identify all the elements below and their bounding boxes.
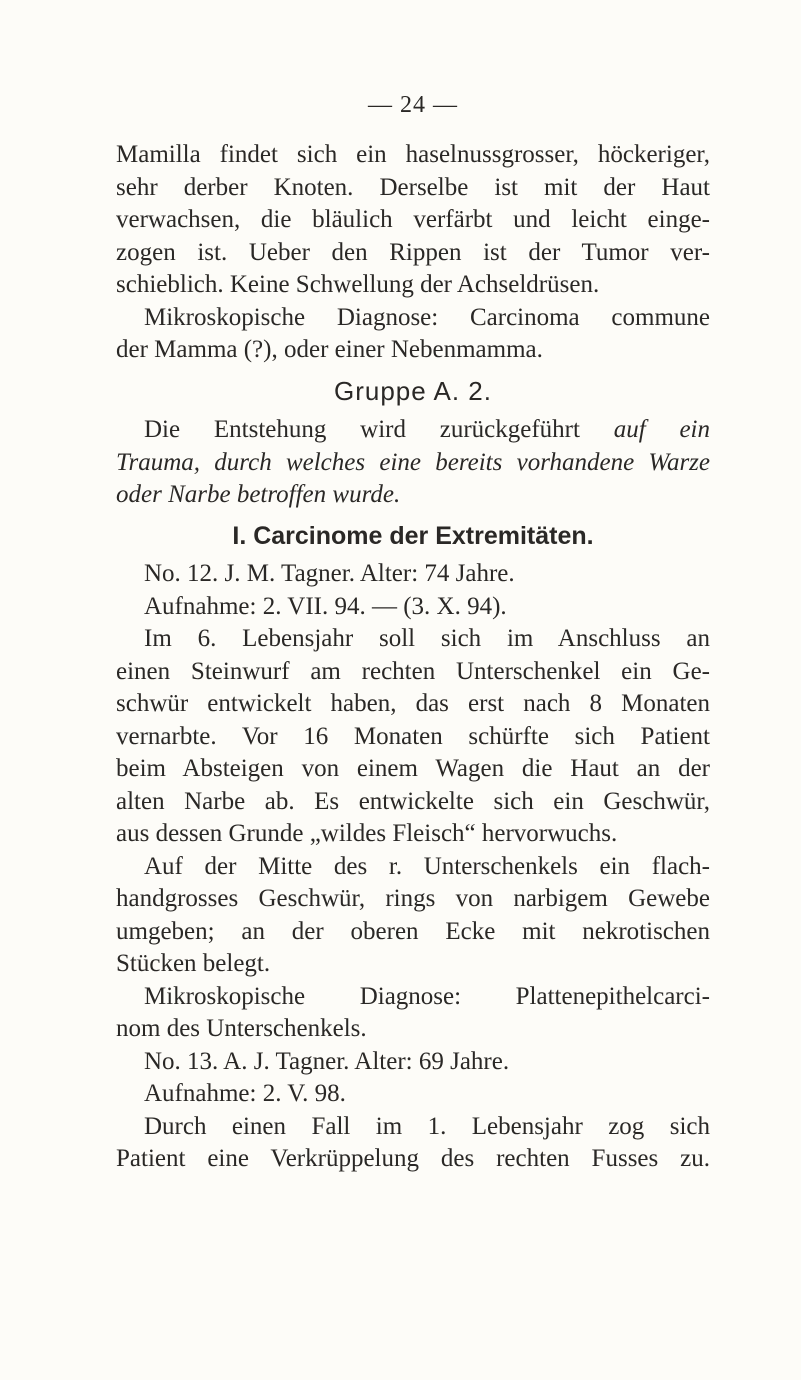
intro-diagnosis <box>116 302 710 367</box>
text-line: Trauma, durch welches eine bereits vorhandene Warze <box>116 448 710 476</box>
text-line: Patient eine Verkrüppelung des rechten Fusses zu. <box>116 1145 710 1173</box>
intro-paragraph <box>116 139 710 302</box>
text-line: Durch einen Fall im 1. Lebensjahr zog sich <box>144 1112 710 1140</box>
text-line: Mikroskopische Diagnose: Carcinoma commune <box>144 303 710 331</box>
text-line: oder Narbe betroffen wurde. <box>116 481 401 509</box>
group-intro-italic: auf ein <box>613 416 710 444</box>
case-history <box>116 623 710 851</box>
case-admission: Aufnahme: 2. VII. 94. — (3. X. 94). <box>144 592 507 620</box>
section-heading: I. Carcinome der Extremitäten. <box>232 521 594 550</box>
group-heading: Gruppe A. 2. <box>334 375 492 406</box>
text-line: alten Narbe ab. Es entwickelte sich ein Geschwür, <box>116 787 710 815</box>
book-page <box>116 90 710 1176</box>
text-line: zogen ist. Ueber den Rippen ist der Tumor ver- <box>116 238 710 266</box>
case-header: No. 13. A. J. Tagner. Alter: 69 Jahre. <box>144 1047 510 1075</box>
case-13 <box>116 1046 710 1176</box>
text-line: beim Absteigen von einem Wagen die Haut an der <box>116 755 710 783</box>
text-line: handgrosses Geschwür, rings von narbigem Gewebe <box>116 885 710 913</box>
text-line: schwür entwickelt haben, das erst nach 8 Monaten <box>116 690 710 718</box>
text-line: Im 6. Lebensjahr soll sich im Anschluss an <box>144 625 710 653</box>
text-line: umgeben; an der oberen Ecke mit nekrotischen <box>116 917 710 945</box>
text-line: der Mamma (?), oder einer Nebenmamma. <box>116 336 543 364</box>
text-line: aus dessen Grunde „wildes Fleisch“ hervorwuchs. <box>116 820 618 848</box>
case-admission: Aufnahme: 2. V. 98. <box>144 1080 346 1108</box>
case-diagnosis <box>116 981 710 1046</box>
text-line <box>116 414 710 447</box>
text-line: vernarbte. Vor 16 Monaten schürfte sich Patient <box>116 722 710 750</box>
text-line: Stücken belegt. <box>116 950 271 978</box>
case-header: No. 12. J. M. Tagner. Alter: 74 Jahre. <box>144 560 515 588</box>
group-intro-text: Die Entstehung wird zurückgeführt <box>144 416 614 444</box>
text-line: schieblich. Keine Schwellung der Achseldrüsen. <box>116 271 600 299</box>
page-number: — 24 — <box>368 92 458 118</box>
text-line: sehr derber Knoten. Derselbe ist mit der Haut <box>116 173 710 201</box>
text-line: verwachsen, die bläulich verfärbt und leicht einge- <box>116 206 710 234</box>
text-line: einen Steinwurf am rechten Unterschenkel ein Ge- <box>116 657 710 685</box>
case-history <box>116 1111 710 1176</box>
text-line: nom des Unterschenkels. <box>116 1015 367 1043</box>
text-line: Mamilla findet sich ein haselnussgrosser, höckeriger, <box>116 141 710 169</box>
group-intro <box>116 414 710 512</box>
case-findings <box>116 851 710 981</box>
case-12 <box>116 558 710 1046</box>
text-line: Mikroskopische Diagnose: Plattenepithelcarci- <box>144 982 710 1010</box>
text-line: Auf der Mitte des r. Unterschenkels ein flach- <box>144 852 710 880</box>
